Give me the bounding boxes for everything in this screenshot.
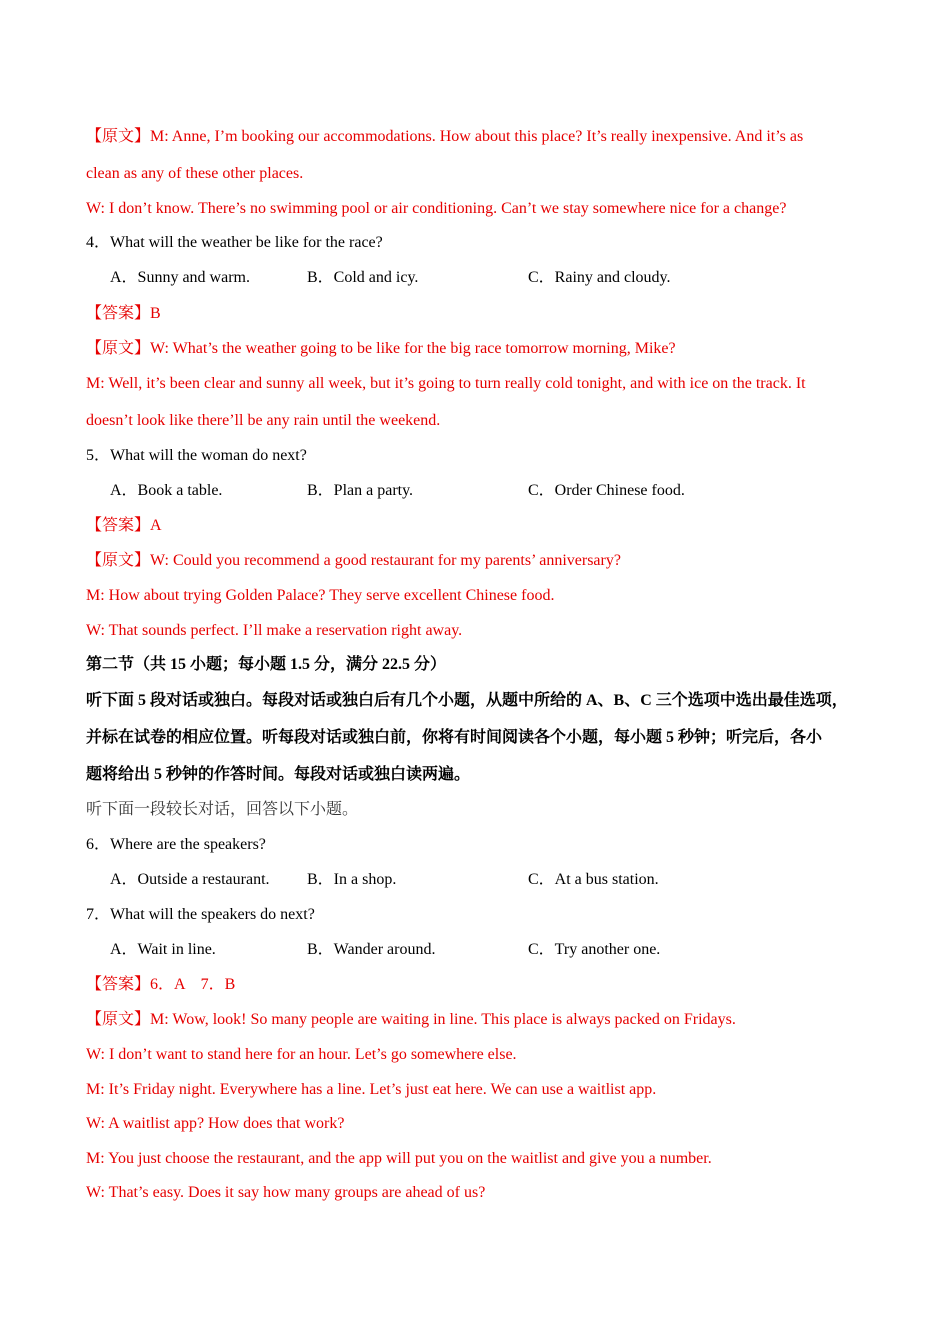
- option-7c: C．Try another one.: [528, 941, 661, 958]
- transcript-line: clean as any of these other places.: [86, 165, 304, 182]
- transcript-line: M: Well, it’s been clear and sunny all week, but it’s going to turn really cold tonight, and with ice on the track. It: [86, 375, 806, 392]
- answer-6-7: 【答案】6．A 7．B: [86, 976, 236, 993]
- option-4a: A．Sunny and warm.: [110, 269, 250, 286]
- transcript-line: W: I don’t want to stand here for an hour. Let’s go somewhere else.: [86, 1046, 517, 1063]
- transcript-line: 【原文】M: Wow, look! So many people are waiting in line. This place is always packed on Fridays.: [86, 1011, 736, 1028]
- option-5b: B．Plan a party.: [307, 482, 414, 499]
- option-5a: A．Book a table.: [110, 482, 223, 499]
- transcript-line: W: A waitlist app? How does that work?: [86, 1115, 345, 1132]
- transcript-line: M: You just choose the restaurant, and the app will put you on the waitlist and give you a number.: [86, 1150, 712, 1167]
- transcript-line: 【原文】M: Anne, I’m booking our accommodations. How about this place? It’s really inexpensive. And it’s as: [86, 128, 804, 145]
- transcript-line: W: I don’t know. There’s no swimming pool or air conditioning. Can’t we stay somewhere nice for a change?: [86, 200, 787, 217]
- option-5c: C．Order Chinese food.: [528, 482, 685, 499]
- transcript-line: 【原文】W: Could you recommend a good restaurant for my parents’ anniversary?: [86, 552, 621, 569]
- question-5: 5．What will the woman do next?: [86, 447, 307, 464]
- transcript-line: doesn’t look like there’ll be any rain until the weekend.: [86, 412, 441, 429]
- option-6b: B．In a shop.: [307, 871, 397, 888]
- option-4b: B．Cold and icy.: [307, 269, 419, 286]
- transcript-line: M: How about trying Golden Palace? They serve excellent Chinese food.: [86, 587, 555, 604]
- transcript-line: W: That’s easy. Does it say how many groups are ahead of us?: [86, 1184, 486, 1201]
- answer-4: 【答案】B: [86, 305, 161, 322]
- answer-5: 【答案】A: [86, 517, 162, 534]
- option-6a: A．Outside a restaurant.: [110, 871, 270, 888]
- option-7b: B．Wander around.: [307, 941, 436, 958]
- section-title: 第二节（共 15 小题；每小题 1.5 分，满分 22.5 分）: [86, 656, 447, 673]
- question-4: 4．What will the weather be like for the race?: [86, 234, 383, 251]
- option-4c: C．Rainy and cloudy.: [528, 269, 671, 286]
- transcript-line: M: It’s Friday night. Everywhere has a line. Let’s just eat here. We can use a waitlist app.: [86, 1081, 657, 1098]
- transcript-line: 【原文】W: What’s the weather going to be like for the big race tomorrow morning, Mike?: [86, 340, 676, 357]
- section-instructions: 并标在试卷的相应位置。听每段对话或独白前，你将有时间阅读各个小题，每小题 5 秒钟；听完后，各小: [86, 729, 823, 746]
- section-instructions: 题将给出 5 秒钟的作答时间。每段对话或独白读两遍。: [86, 766, 471, 783]
- question-7: 7．What will the speakers do next?: [86, 906, 315, 923]
- option-6c: C．At a bus station.: [528, 871, 659, 888]
- question-6: 6．Where are the speakers?: [86, 836, 266, 853]
- option-7a: A．Wait in line.: [110, 941, 216, 958]
- listening-prompt: 听下面一段较长对话，回答以下小题。: [86, 801, 359, 818]
- transcript-line: W: That sounds perfect. I’ll make a reservation right away.: [86, 622, 463, 639]
- section-instructions: 听下面 5 段对话或独白。每段对话或独白后有几个小题，从题中所给的 A、B、C 三个选项中选出最佳选项，: [86, 692, 848, 709]
